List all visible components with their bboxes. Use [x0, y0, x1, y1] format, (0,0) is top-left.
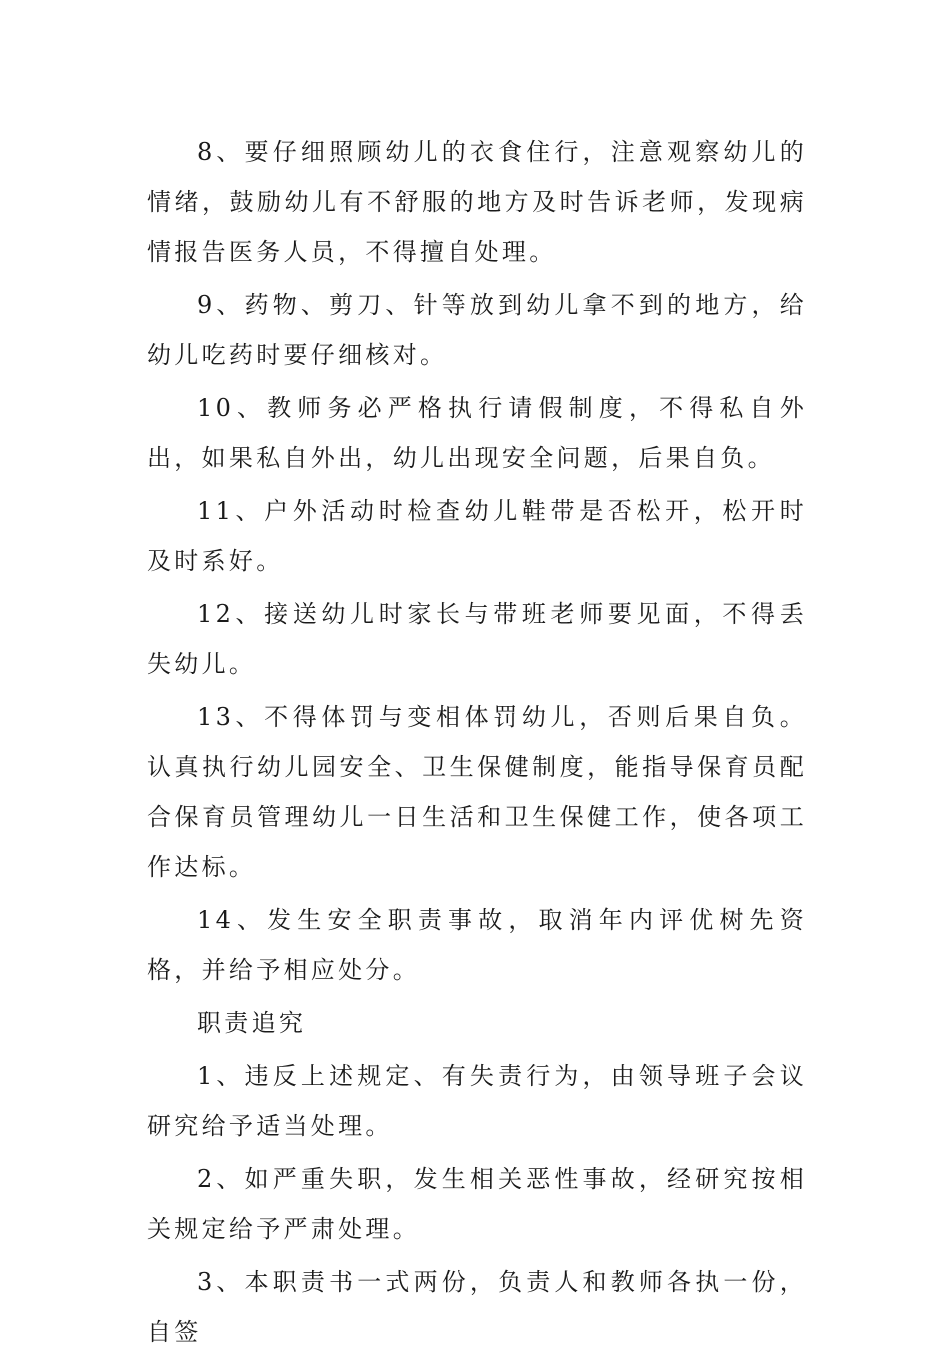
paragraph-item-8: 8、要仔细照顾幼儿的衣食住行，注意观察幼儿的情绪，鼓励幼儿有不舒服的地方及时告诉老师，发现病情报告医务人员，不得擅自处理。	[147, 138, 807, 266]
document-page	[147, 127, 807, 1360]
accountability-item-2: 2、如严重失职，发生相关恶性事故，经研究按相关规定给予严肃处理。	[147, 1165, 807, 1243]
paragraph-item-12: 12、接送幼儿时家长与带班老师要见面，不得丢失幼儿。	[147, 600, 807, 678]
paragraph-item-13: 13、不得体罚与变相体罚幼儿，否则后果自负。认真执行幼儿园安全、卫生保健制度，能指导保育员配合保育员管理幼儿一日生活和卫生保健工作，使各项工作达标。	[147, 703, 807, 881]
paragraph-item-9: 9、药物、剪刀、针等放到幼儿拿不到的地方，给幼儿吃药时要仔细核对。	[147, 291, 807, 369]
section-heading: 职责追究	[197, 1009, 307, 1037]
paragraph-item-11: 11、户外活动时检查幼儿鞋带是否松开，松开时及时系好。	[147, 497, 807, 575]
accountability-item-1: 1、违反上述规定、有失责行为，由领导班子会议研究给予适当处理。	[147, 1062, 807, 1140]
accountability-item-3: 3、本职责书一式两份，负责人和教师各执一份，自签	[147, 1268, 807, 1346]
paragraph-item-10: 10、教师务必严格执行请假制度，不得私自外出，如果私自外出，幼儿出现安全问题，后果自负。	[147, 394, 807, 472]
paragraph-item-14: 14、发生安全职责事故，取消年内评优树先资格，并给予相应处分。	[147, 906, 807, 984]
